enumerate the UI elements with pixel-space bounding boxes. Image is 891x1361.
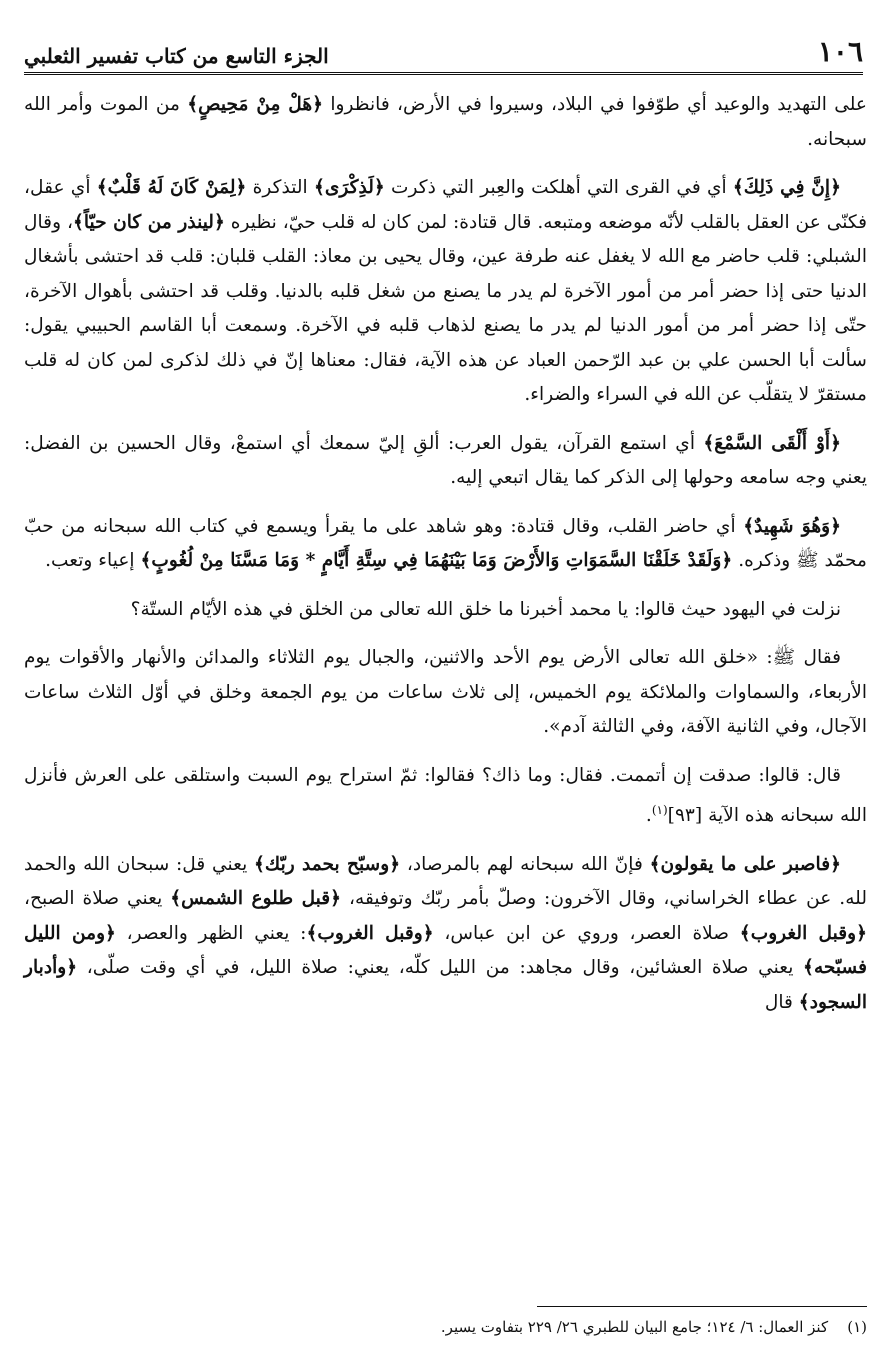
- page-header: [24, 28, 863, 68]
- paragraph: [24, 88, 867, 157]
- footnote-rule: [537, 1306, 867, 1307]
- quran-quote: ﴿وسبّح بحمد ربّك﴾: [254, 853, 401, 875]
- quran-quote: ﴿لينذر من كان حيّاً﴾: [72, 211, 225, 233]
- paragraph: [24, 641, 867, 745]
- paragraph: [24, 510, 867, 579]
- text-segment: التذكرة: [246, 177, 314, 198]
- quran-quote: ﴿وَلَقَدْ خَلَقْنَا السَّمَوَاتِ وَالأَرْضَ وَمَا بَيْنَهُمَا فِي سِتَّةِ أَيَّامٍ * وَمَا مَسَّنَا مِنْ لُغُوبٍ﴾: [140, 550, 733, 571]
- text-segment: .: [645, 805, 652, 827]
- quran-quote: ﴿وأدبار السجود﴾: [24, 957, 867, 1013]
- text-segment: قال: قالوا: صدقت إن أتممت. فقال: وما ذاك؟ فقالوا: ثمّ استراح يوم السبت واستلقى على العرش فأنزل الله سبحانه هذه الآية [٩٣]: [24, 764, 867, 827]
- text-segment: يعني صلاة العشائين، وقال مجاهد: من الليل كلّه، يعني: صلاة الليل، في أي وقت صلّى،: [77, 957, 804, 979]
- quran-quote: ﴿ومن الليل فسبّحه﴾: [24, 922, 867, 979]
- paragraph: [24, 427, 867, 496]
- running-title: الجزء التاسع من كتاب تفسير الثعلبي: [24, 44, 329, 68]
- page-number: ١٠٦: [817, 35, 863, 68]
- text-segment: قال: [764, 991, 799, 1013]
- text-segment: : يعني الظهر والعصر،: [115, 922, 307, 944]
- quran-quote: ﴿فاصبر على ما يقولون﴾: [649, 853, 841, 875]
- text-segment: من الموت وأمر الله سبحانه.: [24, 94, 867, 150]
- text-segment: صلاة العصر، وروي عن ابن عباس،: [433, 922, 740, 944]
- paragraph: [24, 759, 867, 834]
- text-segment: أي عقل، فكنّى عن العقل بالقلب لأنّه موضعه ومتبعه. قال قتادة: لمن كان له قلب حيّ، نظيره: [24, 177, 867, 233]
- paragraph: [24, 593, 867, 628]
- text-segment: إعياء وتعب.: [45, 550, 141, 571]
- text-segment: فإنّ الله سبحانه لهم بالمرصاد،: [400, 853, 650, 875]
- text-segment: نزلت في اليهود حيث قالوا: يا محمد أخبرنا ما خلق الله تعالى من الخلق في هذه الأيّام الستّة؟: [130, 598, 841, 620]
- quran-quote: ﴿إِنَّ فِي ذَلِكَ﴾: [732, 177, 841, 198]
- text-segment: أي استمع القرآن، يقول العرب: ألقِ إليّ سمعك أي استمعْ، وقال الحسين بن الفضل: يعني وجه سامعه وحولها إلى الذكر كما يقال اتبعي إليه.: [24, 432, 867, 488]
- footnote-marker: (١): [651, 803, 668, 817]
- quran-quote: ﴿لَذِكْرَى﴾: [313, 177, 385, 198]
- quran-quote: ﴿أَوْ أَلْقَى السَّمْعَ﴾: [703, 432, 841, 454]
- paragraph: [24, 848, 867, 1021]
- text-segment: أي في القرى التي أهلكت والعِبر التي ذكرت: [384, 177, 733, 198]
- footnote-number: (١): [847, 1318, 867, 1336]
- text-segment: على التهديد والوعيد أي طوّفوا في البلاد، وسيروا في الأرض، فانظروا: [323, 94, 868, 115]
- quran-quote: ﴿لِمَنْ كَانَ لَهُ قَلْبٌ﴾: [96, 177, 247, 198]
- main-text: [24, 88, 867, 1034]
- text-segment: يعني صلاة الصبح،: [24, 888, 171, 910]
- text-segment: أي حاضر القلب، وقال قتادة: وهو شاهد على ما يقرأ ويسمع في كتاب الله سبحانه من حبّ محمّد ﷺ وذكره.: [24, 515, 867, 571]
- header-rule: [24, 72, 863, 75]
- quran-quote: ﴿وَهُوَ شَهِيدٌ﴾: [743, 515, 841, 537]
- text-segment: فقال ﷺ: «خلق الله تعالى الأرض يوم الأحد والاثنين، والجبال يوم الثلاثاء والمدائن والأنهار والأقوات يوم الأربعاء، والسماوات والملائكة يوم الخميس، إلى ثلاث ساعات من يوم الجمعة وخلق في أوّل الثلاث ساعات الآجال، وفي الثانية الآفة، وفي الثالثة آدم».: [24, 647, 867, 737]
- paragraph: [24, 171, 867, 413]
- quran-quote: ﴿وقبل الغروب﴾: [739, 922, 867, 944]
- quran-quote: ﴿هَلْ مِنْ مَحِيصٍ﴾: [187, 94, 324, 115]
- footnote: [24, 1314, 867, 1340]
- quran-quote: ﴿قبل طلوع الشمس﴾: [170, 888, 342, 910]
- footnote-text: كنز العمال: ٦/ ١٢٤؛ جامع البيان للطبري ٢٦/ ٢٢٩ بتفاوت يسير.: [440, 1318, 829, 1336]
- text-segment: يعني قل: سبحان الله والحمد لله. عن عطاء الخراساني، وقال الآخرون: وصلّ بأمر ربّك وتوفيقه،: [24, 853, 867, 910]
- quran-quote: ﴿وقبل الغروب﴾: [306, 922, 434, 944]
- text-segment: ، وقال الشبلي: قلب حاضر مع الله لا يغفل عنه طرفة عين، وقال يحيى بن معاذ: القلب قلبان: قلب قد احتشى بأشغال الدنيا حتى إذا حضر أمر من أمور الآخرة لم يدر ما يصنع من شغل قلبه بالدنيا. وقلب قد احتشى بأهوال الآخرة، حتّى إذا حضر أمر من أمور الدنيا لم يدر ما يصنع لذهاب قلبه في الآخرة. وسمعت أبا القاسم الحبيبي يقول: سألت أبا الحسن علي بن عبد الرّحمن العباد عن هذه الآية، فقال: معناها إنّ في ذلك لذكرى لمن كان له قلب مستقرّ لا يتقلّب عن الله في السراء والضراء.: [24, 211, 867, 405]
